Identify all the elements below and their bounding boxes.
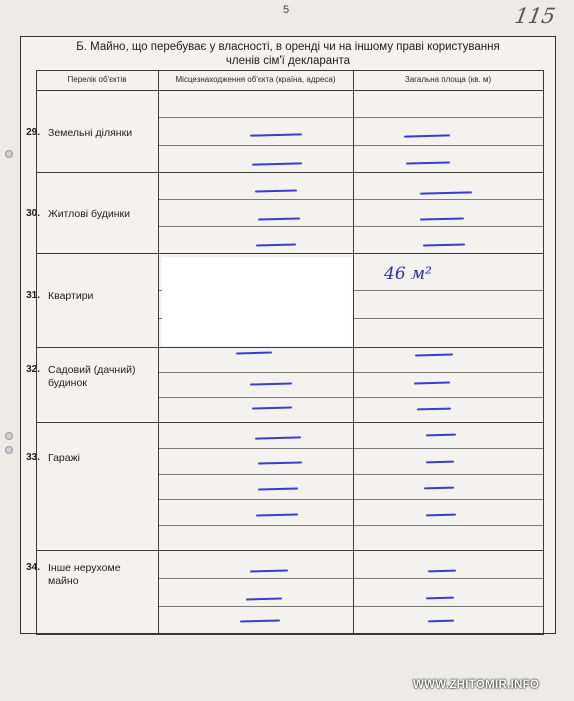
column-divider — [158, 70, 159, 634]
row-number: 30. — [26, 208, 40, 219]
sub-line — [158, 448, 544, 449]
sub-line — [158, 397, 544, 398]
section-title-line2: членів сім'ї декларанта — [225, 55, 351, 67]
punch-hole-icon — [5, 432, 13, 440]
row-label-line: Садовий (дачний) — [48, 364, 136, 376]
row-number: 32. — [26, 364, 40, 375]
header-bottom-line — [36, 90, 544, 91]
sub-line — [158, 226, 544, 227]
apartment-area-value: 46 м² — [384, 264, 432, 284]
punch-hole-icon — [5, 150, 13, 158]
column-header-area: Загальна площа (кв. м) — [404, 75, 492, 84]
table-right-border — [543, 70, 544, 634]
section-title-line1: Б. Майно, що перебуває у власності, в оренді чи на іншому праві користування — [76, 41, 500, 53]
row-separator — [36, 172, 544, 173]
sub-line — [158, 372, 544, 373]
row-number: 29. — [26, 127, 40, 138]
redacted-address-block — [162, 257, 353, 346]
sub-line — [158, 199, 544, 200]
sub-line — [158, 606, 544, 607]
sub-line — [158, 525, 544, 526]
sub-line — [158, 578, 544, 579]
row-label-other-real-estate — [48, 562, 121, 588]
row-label-garages: Гаражі — [48, 452, 80, 464]
header-top-line — [36, 70, 544, 71]
row-label-line: Інше нерухоме — [48, 562, 121, 574]
row-label-line: майно — [48, 575, 79, 587]
row-label-apartments: Квартири — [48, 290, 94, 302]
row-separator — [36, 347, 544, 348]
sub-line — [158, 145, 544, 146]
table-left-border — [36, 70, 37, 634]
sub-line — [158, 474, 544, 475]
table-bottom-line — [36, 634, 544, 635]
row-label-line: будинок — [48, 377, 87, 389]
sub-line — [158, 499, 544, 500]
row-label-houses: Житлові будинки — [48, 208, 130, 220]
site-watermark: WWW.ZHITOMIR.INFO — [413, 679, 540, 691]
row-label-summer-house — [48, 364, 135, 390]
page-number: 5 — [283, 4, 290, 16]
row-separator — [36, 422, 544, 423]
sub-line — [158, 117, 544, 118]
punch-hole-icon — [5, 446, 13, 454]
handwritten-page-number: 115 — [512, 4, 558, 28]
column-header-location: Місцезнаходження об'єкта (країна, адреса) — [175, 75, 336, 84]
row-number: 31. — [26, 290, 40, 301]
row-separator — [36, 253, 544, 254]
column-header-objects: Перелік об'єктів — [67, 75, 127, 84]
row-separator — [36, 550, 544, 551]
row-number: 33. — [26, 452, 40, 463]
row-label-land-plots: Земельні ділянки — [48, 127, 133, 139]
section-title — [20, 40, 556, 68]
column-divider — [353, 70, 354, 634]
row-number: 34. — [26, 562, 40, 573]
